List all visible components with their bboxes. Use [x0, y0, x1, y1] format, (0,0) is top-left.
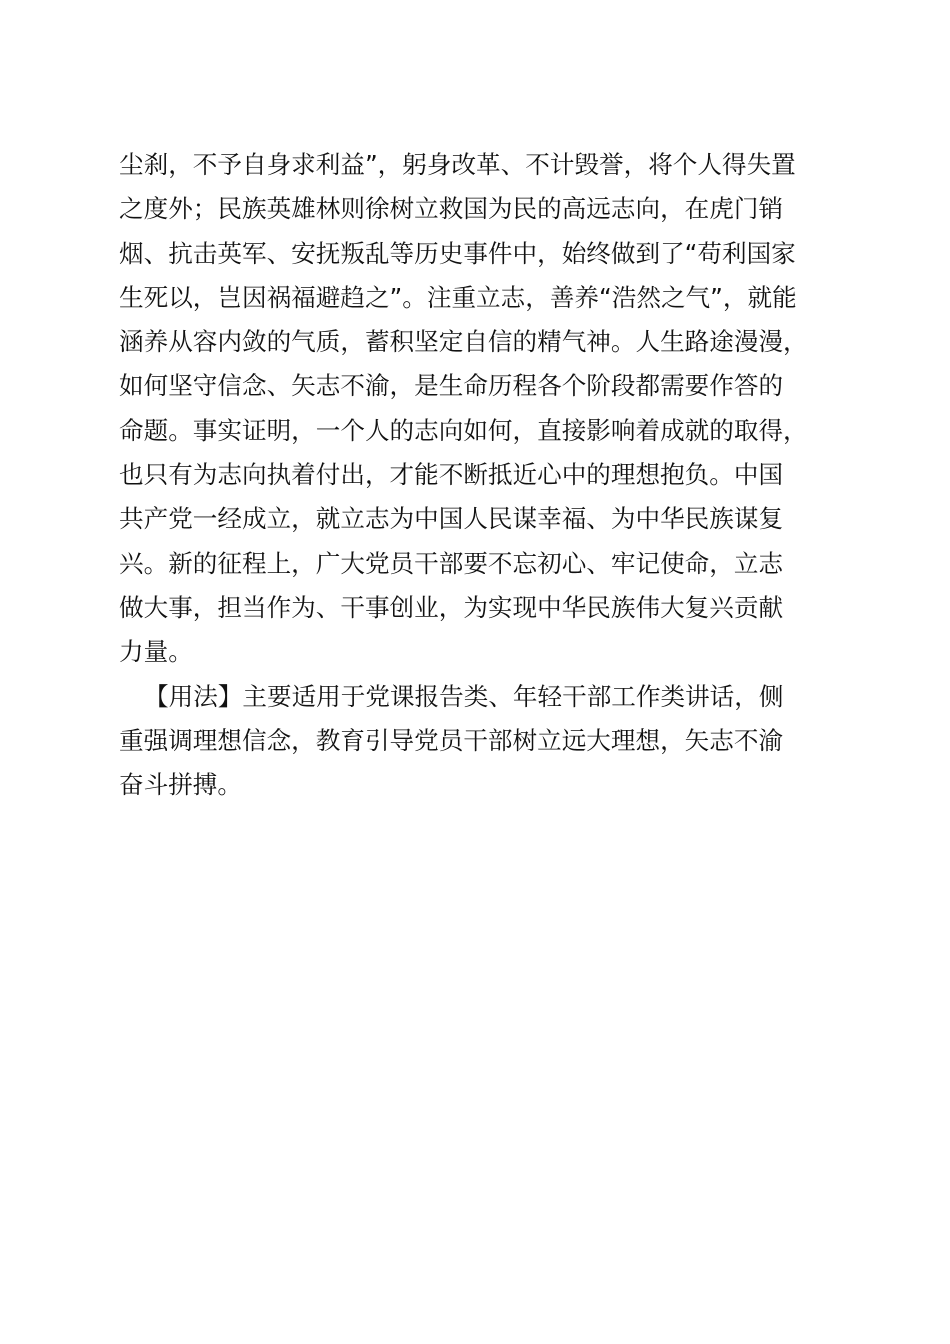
text-line: 之度外；民族英雄林则徐树立救国为民的高远志向，在虎门销: [119, 194, 784, 224]
body-text: [119, 143, 849, 807]
paragraph-2: [119, 675, 849, 808]
text-line: 做大事，担当作为、干事创业，为实现中华民族伟大复兴贡献: [119, 592, 784, 622]
text-line: 【用法】主要适用于党课报告类、年轻干部工作类讲话，侧: [144, 681, 784, 711]
text-line: 命题。事实证明，一个人的志向如何，直接影响着成就的取得，: [119, 415, 808, 445]
text-line: 共产党一经成立，就立志为中国人民谋幸福、为中华民族谋复: [119, 504, 784, 534]
text-line: 烟、抗击英军、安抚叛乱等历史事件中，始终做到了“苟利国家: [119, 238, 796, 268]
text-line: 奋斗拼搏。: [119, 770, 242, 800]
text-line: 如何坚守信念、矢志不渝，是生命历程各个阶段都需要作答的: [119, 371, 784, 401]
text-line: 也只有为志向执着付出，才能不断抵近心中的理想抱负。中国: [119, 460, 784, 490]
text-line: 涵养从容内敛的气质，蓄积坚定自信的精气神。人生路途漫漫，: [119, 327, 808, 357]
text-line: 生死以，岂因祸福避趋之”。注重立志，善养“浩然之气”，就能: [119, 282, 797, 312]
text-line: 尘刹，不予自身求利益”，躬身改革、不计毁誉，将个人得失置: [119, 150, 796, 179]
text-line: 重强调理想信念，教育引导党员干部树立远大理想，矢志不渝: [119, 725, 784, 755]
text-line: 兴。新的征程上，广大党员干部要不忘初心、牢记使命，立志: [119, 548, 784, 578]
paragraph-1: [119, 143, 849, 675]
text-line: 力量。: [119, 637, 193, 667]
